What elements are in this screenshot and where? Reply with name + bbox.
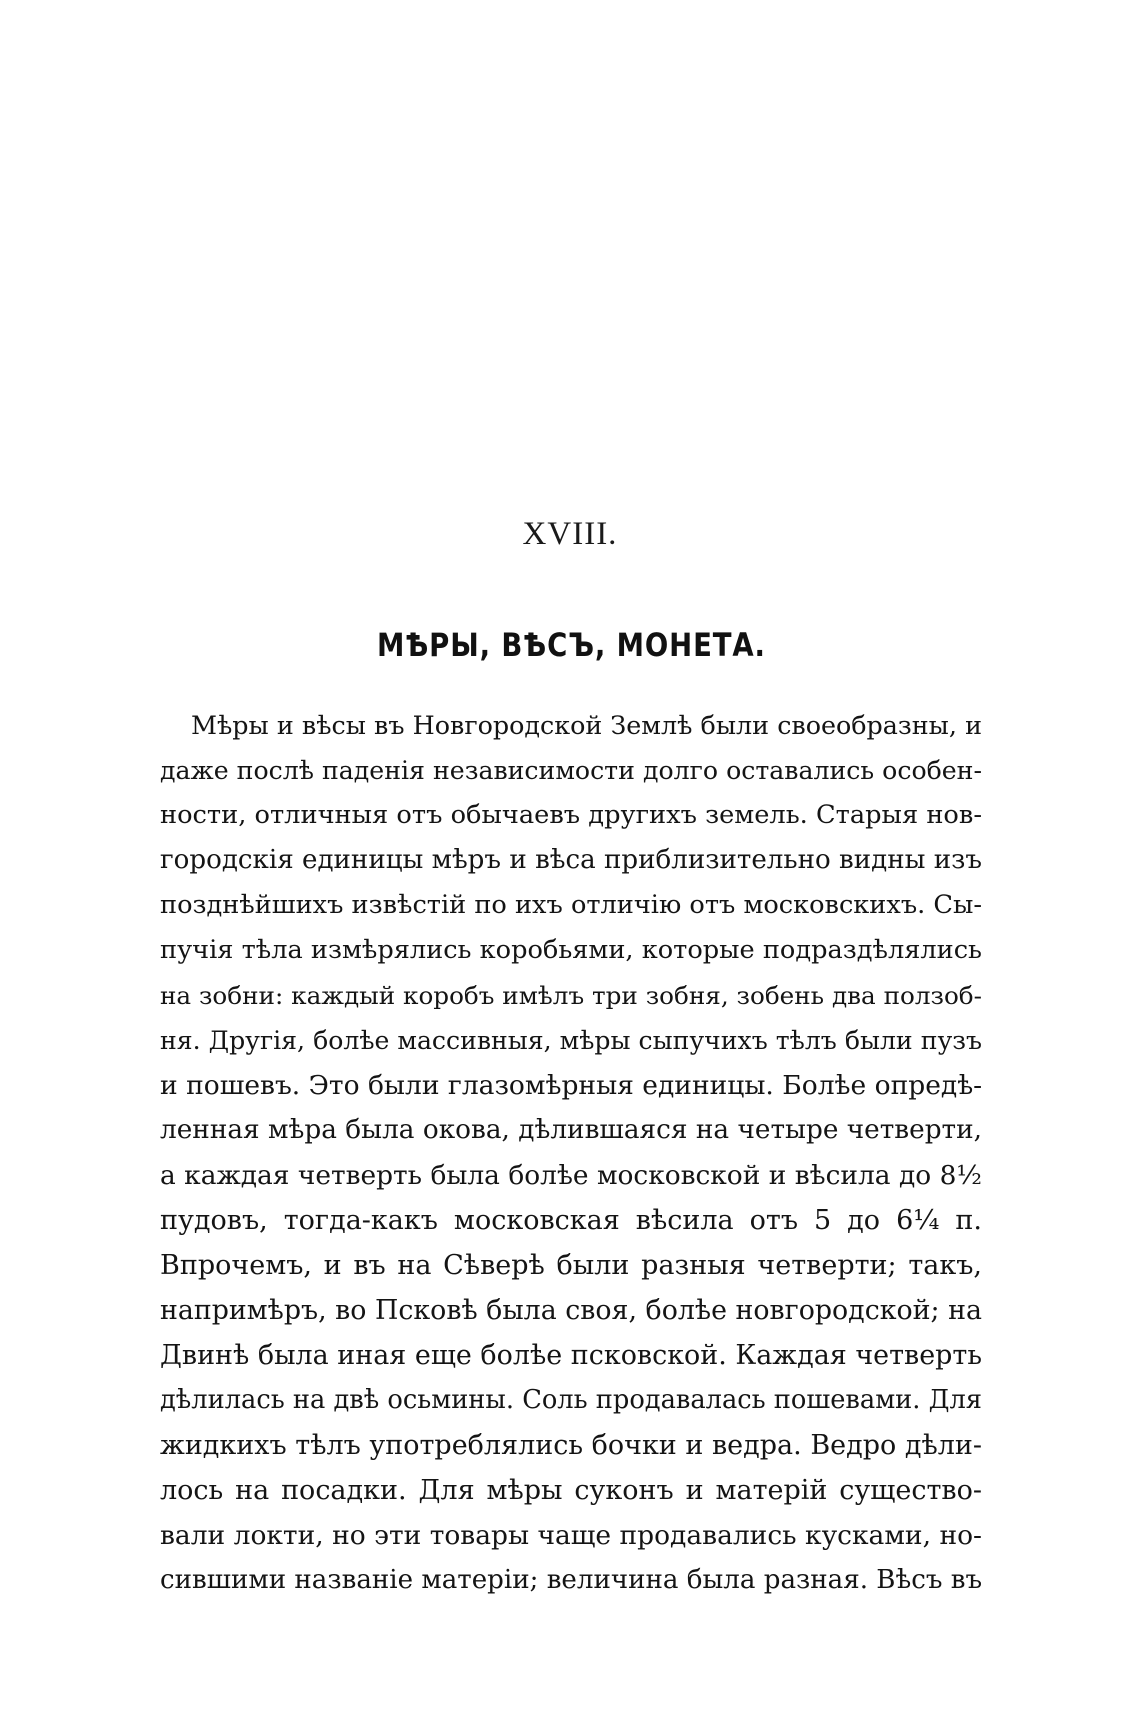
text-line: пудовъ, тогда-какъ московская вѣсила отъ 5 до 6¼ п. [160,1205,982,1236]
text-line: Мѣры и вѣсы въ Новгородской Землѣ были своеобразны, и [191,710,982,740]
text-line: ности, отличныя отъ обычаевъ другихъ земель. Старыя нов- [160,800,982,830]
text-line: Двинѣ была иная еще болѣе псковской. Каждая четверть [160,1340,982,1371]
text-line: дѣлилась на двѣ осьмины. Соль продавалась пошевами. Для [160,1385,982,1415]
text-line: даже послѣ паденія независимости долго оставались особен- [160,756,982,785]
text-line: а каждая четверть была болѣе московской и вѣсила до 8½ [160,1160,982,1191]
text-line: на зобни: каждый коробъ имѣлъ три зобня, зобень два ползоб- [160,981,982,1010]
text-line: лось на посадки. Для мѣры суконъ и матерій существо- [160,1475,982,1506]
text-line: жидкихъ тѣлъ употреблялись бочки и ведра. Ведро дѣли- [160,1430,982,1461]
chapter-title: МѢРЫ, ВѢСЪ, МОНЕТА. [376,626,766,664]
text-line: Впрочемъ, и въ на Сѣверѣ были разныя четверти; такъ, [160,1250,982,1281]
text-line: сившими названіе матеріи; величина была разная. Вѣсъ въ [160,1565,983,1595]
chapter-number: XVIII. [522,516,618,552]
text-line: и пошевъ. Это были глазомѣрныя единицы. Болѣе опредѣ- [160,1070,983,1101]
text-line: позднѣйшихъ извѣстій по ихъ отличію отъ московскихъ. Сы- [160,890,983,920]
text-line: ня. Другія, болѣе массивныя, мѣры сыпучихъ тѣлъ были пузъ [160,1026,982,1055]
body-paragraph [160,703,982,1603]
text-line: ленная мѣра была окова, дѣлившаяся на четыре четверти, [160,1115,982,1145]
text-line: пучія тѣла измѣрялись коробьями, которые подраздѣлялись [160,935,982,965]
text-line: городскія единицы мѣръ и вѣса приблизительно видны изъ [160,845,982,875]
text-line: вали локти, но эти товары чаще продавались кусками, но- [160,1520,982,1551]
text-line: напримѣръ, во Псковѣ была своя, болѣе новгородской; на [160,1295,982,1326]
